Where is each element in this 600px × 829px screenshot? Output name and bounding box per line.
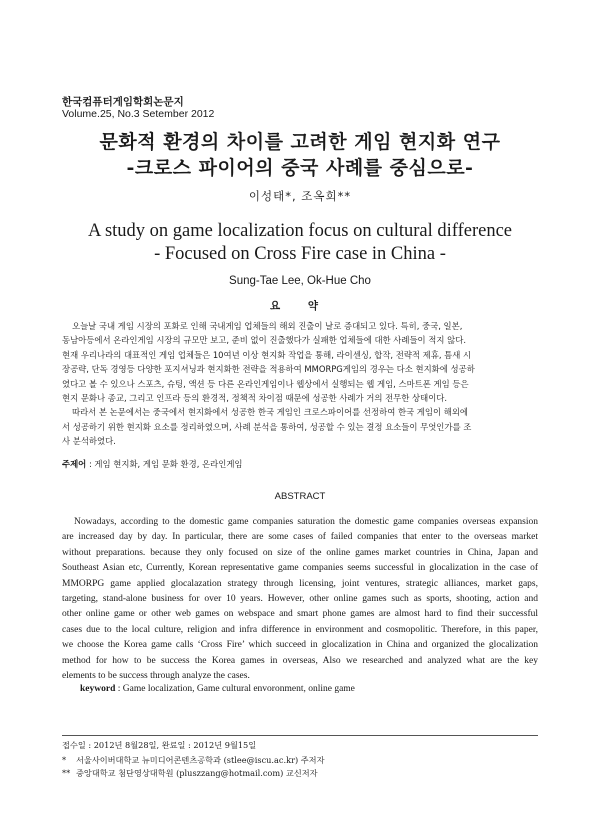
english-title-line1: A study on game localization focus on cultural difference bbox=[88, 221, 512, 241]
english-abstract-line: Southeast Asian etc, Currently, Korean representative game companies seems successful in glocalization in the case of bbox=[62, 563, 538, 574]
footnote-mark: * bbox=[62, 755, 67, 765]
korean-keywords bbox=[62, 458, 243, 470]
journal-name: 한국컴퓨터게임학회논문지 bbox=[62, 96, 184, 108]
english-keywords-text: : Game localization, Game cultural envoronment, online game bbox=[115, 684, 355, 694]
korean-abstract-line: 따라서 본 논문에서는 중국에서 현지화에서 성공한 한국 게임인 크로스파이어를 선정하여 한국 게임이 해외에 bbox=[72, 407, 469, 418]
english-abstract-line: method for how to be success the Korea games in overseas, Also we researched and analyzed what are the key bbox=[62, 655, 538, 666]
journal-volume: Volume.25, No.3 Setember 2012 bbox=[62, 108, 215, 120]
english-abstract-line: Nowadays, according to the domestic game companies saturation the domestic game companies overseas expansion bbox=[74, 517, 538, 527]
english-keywords bbox=[80, 684, 355, 694]
korean-abstract-line: 동남아등에서 온라인게임 시장의 규모만 보고, 준비 없이 진출했다가 실패한 업체들에 대한 사례들이 적지 않다. bbox=[62, 335, 466, 346]
korean-abstract-line: 서 성공하기 위한 현지화 요소를 정리하였으며, 사례 분석을 통하여, 성공할 수 있는 결정 요소들이 무엇인가를 조 bbox=[62, 421, 472, 432]
korean-abstract-line: 장공략, 단독 경영등 다양한 포지셔닝과 현지화한 전략을 적용하여 MMORPG게임의 경우는 다소 현지화에 성공하 bbox=[62, 364, 475, 375]
korean-abstract-line: 였다고 볼 수 있으나 스포츠, 슈팅, 액션 등 다른 온라인게임이나 웹상에서 실행되는 웹 게임, 스마트폰 게임 등은 bbox=[62, 378, 469, 389]
korean-keywords-label: 주제어 bbox=[62, 459, 87, 469]
korean-abstract-line: 현재 우리나라의 대표적인 게임 업체들은 10여년 이상 현지화 작업을 통해, 라이센싱, 합작, 전략적 제휴, 틈새 시 bbox=[62, 349, 472, 360]
footnote-received bbox=[62, 740, 256, 751]
english-title-line2: - Focused on Cross Fire case in China - bbox=[154, 244, 446, 264]
korean-abstract bbox=[62, 319, 538, 449]
english-abstract-line: without preparations. because they only focused on size of the online games market countries in China, Japan and bbox=[62, 547, 538, 558]
english-abstract-line: MMORPG game applied glocalazation strategy through licensing, joint ventures, strategic alliances, market gaps, bbox=[62, 578, 538, 589]
english-abstract-line: are increased day by day. In particular, there are some cases of failed companies that enter to the overseas market bbox=[62, 532, 538, 543]
footnote-author1 bbox=[62, 755, 325, 766]
korean-keywords-text: : 게임 현지화, 게임 문화 환경, 온라인게임 bbox=[86, 459, 243, 469]
korean-abstract-line: 사 분석하였다. bbox=[62, 436, 116, 447]
footnote-mark: ** bbox=[62, 768, 71, 778]
english-abstract-heading: ABSTRACT bbox=[274, 491, 326, 502]
footnote-divider bbox=[62, 735, 538, 736]
english-abstract-line: we choose the Korea game calls ‘Cross Fire’ which succeed in glocalization in China and organized the glocalization bbox=[62, 640, 538, 651]
english-abstract-line: other online game or other web games on webspace and smart phone games are almost hard to find their successful bbox=[62, 609, 538, 620]
english-authors: Sung-Tae Lee, Ok-Hue Cho bbox=[229, 275, 371, 287]
korean-abstract-line: 오늘날 국내 게임 시장의 포화로 인해 국내게임 업체들의 해외 진출이 날로 증대되고 있다. 특히, 중국, 일본, bbox=[72, 321, 463, 331]
korean-abstract-line: 현지 문화나 종교, 그리고 인프라 등의 환경적, 정책적 차이점 때문에 성공한 사례가 거의 전무한 상태이다. bbox=[62, 393, 448, 404]
english-abstract-line: elements to be success through analyze the cases. bbox=[62, 671, 250, 682]
english-keywords-label: keyword bbox=[80, 684, 116, 694]
footnote-author2 bbox=[62, 768, 318, 779]
english-abstract bbox=[62, 515, 538, 684]
english-abstract-line: targeting, stand-alone business for over 10 years. However, other online games such as sports, shooting, action and bbox=[62, 594, 538, 605]
footnote-text: 접수일 : 2012년 8월28일, 완료일 : 2012년 9월15일 bbox=[62, 740, 257, 750]
korean-abstract-heading: 요 약 bbox=[270, 300, 330, 312]
footnote-text: 중앙대학교 첨단영상대학원 (pluszzang@hotmail.com) 교신저자 bbox=[76, 768, 318, 778]
korean-title-line1: 문화적 환경의 차이를 고려한 게임 현지화 연구 bbox=[99, 131, 501, 153]
footnote-text: 서울사이버대학교 뉴미디어콘텐츠공학과 (stlee@iscu.ac.kr) 주저자 bbox=[76, 755, 325, 765]
english-abstract-line: cases due to the local culture, religion and infra difference in environment and cosmopolitic. Therefore, in this paper, bbox=[62, 624, 538, 635]
korean-title-line2: -크로스 파이어의 중국 사례를 중심으로- bbox=[126, 157, 474, 179]
korean-authors: 이성태*, 조옥희** bbox=[248, 189, 352, 203]
